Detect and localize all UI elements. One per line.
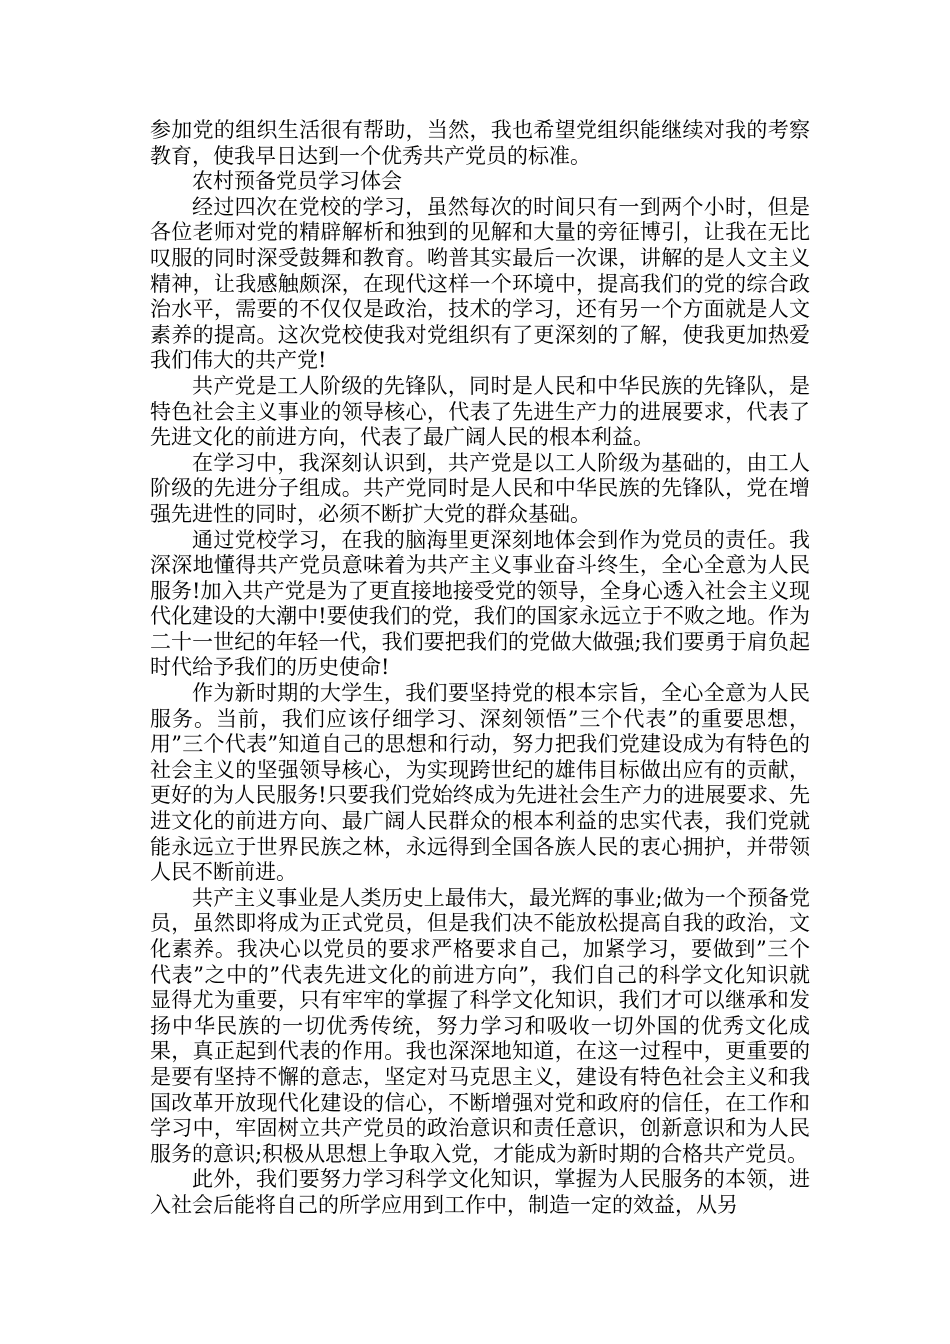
paragraph: 作为新时期的大学生，我们要坚持党的根本宗旨，全心全意为人民服务。当前，我们应该仔细学习、深刻领悟”三个代表”的重要思想，用”三个代表”知道自己的思想和行动，努力把我们党建设成为有特色的社会主义的坚强领导核心，为实现跨世纪的雄伟目标做出应有的贡献，更好的为人民服务!只要我们党始终成为先进社会生产力的进展要求、先进文化的前进方向、最广阔人民群众的根本利益的忠实代表，我们党就能永远立于世界民族之林，永远得到全国各族人民的衷心拥护，并带领人民不断前进。 (150, 681, 810, 885)
paragraph-continuation: 参加党的组织生活很有帮助，当然，我也希望党组织能继续对我的考察教育，使我早日达到一个优秀共产党员的标准。 (150, 118, 810, 168)
paragraph: 共产党是工人阶级的先锋队，同时是人民和中华民族的先锋队，是特色社会主义事业的领导核心，代表了先进生产力的进展要求，代表了先进文化的前进方向，代表了最广阔人民的根本利益。 (150, 373, 810, 450)
paragraph: 此外，我们要努力学习科学文化知识，掌握为人民服务的本领，进入社会后能将自己的所学应用到工作中，制造一定的效益，从另 (150, 1167, 810, 1217)
paragraph: 共产主义事业是人类历史上最伟大，最光辉的事业;做为一个预备党员，虽然即将成为正式党员，但是我们决不能放松提高自我的政治，文化素养。我决心以党员的要求严格要求自己，加紧学习，要做到”三个代表”之中的”代表先进文化的前进方向”，我们自己的科学文化知识就显得尤为重要，只有牢牢的掌握了科学文化知识，我们才可以继承和发扬中华民族的一切优秀传统，努力学习和吸收一切外国的优秀文化成果，真正起到代表的作用。我也深深地知道，在这一过程中，更重要的是要有坚持不懈的意志，坚定对马克思主义，建设有特色社会主义和我国改革开放现代化建设的信心，不断增强对党和政府的信任，在工作和学习中，牢固树立共产党员的政治意识和责任意识，创新意识和为人民服务的意识;积极从思想上争取入党，才能成为新时期的合格共产党员。 (150, 885, 810, 1166)
document-page (150, 118, 810, 1219)
paragraph: 经过四次在党校的学习，虽然每次的时间只有一到两个小时，但是各位老师对党的精辟解析和独到的见解和大量的旁征博引，让我在无比叹服的同时深受鼓舞和教育。哟普其实最后一次课，讲解的是人文主义精神，让我感触颇深，在现代这样一个环境中，提高我们的党的综合政治水平，需要的不仅仅是政治，技术的学习，还有另一个方面就是人文素养的提高。这次党校使我对党组织有了更深刻的了解，使我更加热爱我们伟大的共产党! (150, 194, 810, 373)
section-title: 农村预备党员学习体会 (192, 169, 402, 194)
paragraph: 通过党校学习，在我的脑海里更深刻地体会到作为党员的责任。我深深地懂得共产党员意味着为共产主义事业奋斗终生，全心全意为人民服务!加入共产党是为了更直接地接受党的领导，全身心透入社会主义现代化建设的大潮中!要使我们的党，我们的国家永远立于不败之地。作为二十一世纪的年轻一代，我们要把我们的党做大做强;我们要勇于肩负起时代给予我们的历史使命! (150, 527, 810, 680)
paragraph: 在学习中，我深刻认识到，共产党是以工人阶级为基础的，由工人阶级的先进分子组成。共产党同时是人民和中华民族的先锋队，党在增强先进性的同时，必须不断扩大党的群众基础。 (150, 450, 810, 526)
